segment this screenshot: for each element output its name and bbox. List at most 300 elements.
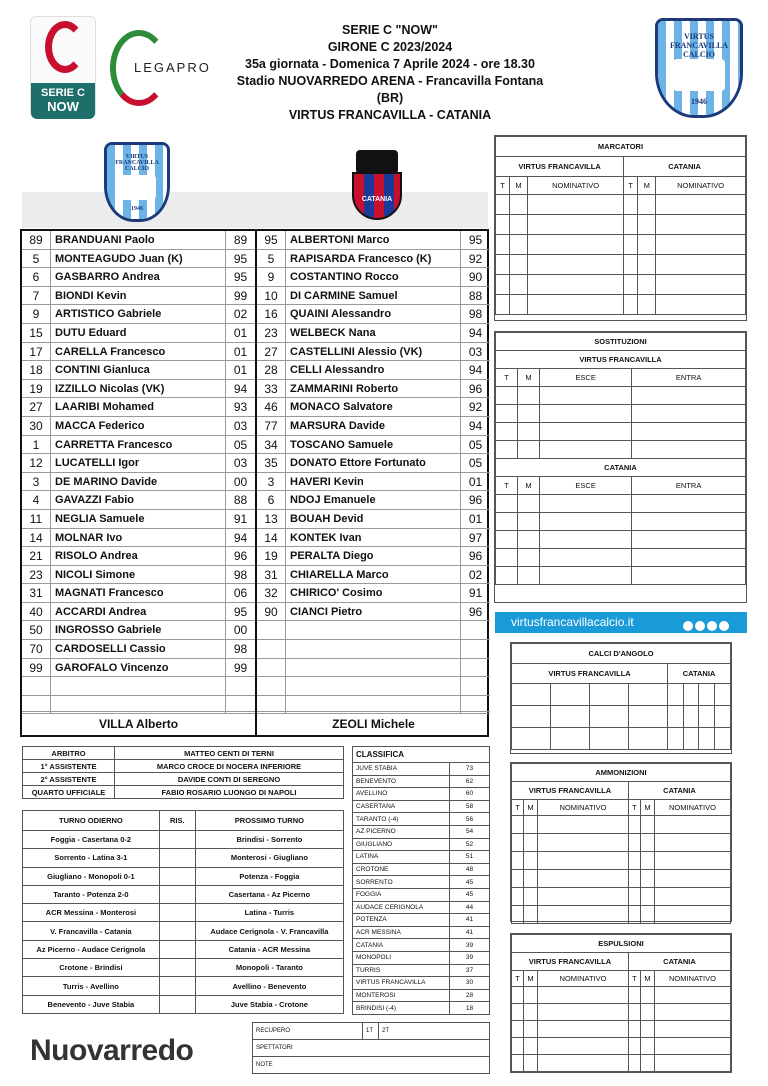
standing-row [353, 800, 490, 813]
blank-cell[interactable] [640, 852, 654, 870]
player-year: 96 [468, 604, 483, 619]
col-m: M [524, 971, 538, 987]
player-name [286, 677, 461, 695]
home-coach: VILLA Alberto [22, 711, 255, 735]
blank-cell[interactable] [632, 441, 746, 459]
blank-cell[interactable] [628, 1004, 640, 1021]
blank-cell[interactable] [656, 275, 746, 295]
standing-team: AVELLINO [353, 788, 450, 801]
blank-cell[interactable] [683, 728, 699, 750]
fixture-today: Crotone - Brindisi [23, 959, 160, 977]
marcatori-away: CATANIA [624, 157, 746, 177]
player-name: GASBARRO Andrea [51, 268, 226, 286]
blank-cell[interactable] [632, 549, 746, 567]
roster-table [20, 229, 489, 737]
blank-cell[interactable] [524, 987, 538, 1004]
blank-cell[interactable] [512, 834, 524, 852]
roster-row [257, 268, 490, 287]
standing-points: 18 [450, 1002, 490, 1015]
blank-cell[interactable] [538, 816, 629, 834]
blank-cell[interactable] [524, 1004, 538, 1021]
blank-cell[interactable] [518, 423, 540, 441]
blank-cell[interactable] [496, 255, 510, 275]
blank-cell[interactable] [628, 906, 640, 924]
blank-cell[interactable] [550, 684, 589, 706]
blank-cell[interactable] [624, 295, 638, 315]
roster-row [257, 380, 490, 399]
blank-cell[interactable] [538, 870, 629, 888]
player-number: 31 [22, 584, 51, 602]
blank-cell[interactable] [518, 405, 540, 423]
blank-cell[interactable] [540, 441, 632, 459]
blank-cell[interactable] [496, 405, 518, 423]
player-year: 95 [468, 233, 483, 247]
blank-cell[interactable] [683, 706, 699, 728]
standing-row [353, 939, 490, 952]
blank-cell[interactable] [528, 295, 624, 315]
fixture-next: Juve Stabia - Crotone [195, 995, 343, 1013]
blank-cell[interactable] [715, 706, 731, 728]
blank-cell[interactable] [512, 1004, 524, 1021]
standing-points: 39 [450, 939, 490, 952]
blank-cell[interactable] [668, 684, 684, 706]
fixture-result[interactable] [159, 959, 195, 977]
blank-cell[interactable] [512, 684, 551, 706]
legapro-label: LEGAPRO [134, 60, 211, 75]
blank-cell[interactable] [528, 195, 624, 215]
standing-row [353, 863, 490, 876]
player-number [257, 640, 286, 658]
blank-cell[interactable] [624, 275, 638, 295]
empty-row [512, 870, 731, 888]
blank-cell[interactable] [518, 549, 540, 567]
empty-row [512, 906, 731, 924]
blank-cell[interactable] [496, 531, 518, 549]
blank-cell[interactable] [632, 513, 746, 531]
roster-row [22, 529, 255, 548]
roster-row [22, 287, 255, 306]
roster-row [257, 584, 490, 603]
blank-cell[interactable] [518, 531, 540, 549]
blank-cell[interactable] [512, 888, 524, 906]
standing-points: 37 [450, 964, 490, 977]
blank-cell[interactable] [628, 684, 667, 706]
blank-cell[interactable] [524, 1038, 538, 1055]
col-m: M [518, 369, 540, 387]
col-m: M [640, 971, 654, 987]
header-match: VIRTUS FRANCAVILLA - CATANIA [288, 108, 492, 122]
website-url[interactable]: virtusfrancavillacalcio.it [511, 615, 634, 629]
roster-row [257, 566, 490, 585]
fixture-row [23, 904, 344, 922]
blank-cell[interactable] [638, 255, 656, 275]
blank-cell[interactable] [496, 235, 510, 255]
blank-cell[interactable] [538, 834, 629, 852]
blank-cell[interactable] [538, 1038, 629, 1055]
standing-points: 41 [450, 926, 490, 939]
blank-cell[interactable] [510, 295, 528, 315]
blank-cell[interactable] [654, 1055, 730, 1072]
blank-cell[interactable] [632, 567, 746, 585]
standing-row [353, 914, 490, 927]
blank-cell[interactable] [496, 549, 518, 567]
empty-row [496, 567, 746, 585]
blank-cell[interactable] [524, 906, 538, 924]
blank-cell[interactable] [512, 1038, 524, 1055]
fixture-row [23, 977, 344, 995]
blank-cell[interactable] [628, 1021, 640, 1038]
blank-cell[interactable] [518, 513, 540, 531]
blank-cell[interactable] [538, 888, 629, 906]
blank-cell[interactable] [624, 255, 638, 275]
player-year: 97 [468, 530, 483, 545]
player-number: 3 [257, 473, 286, 491]
blank-cell[interactable] [512, 816, 524, 834]
blank-cell[interactable] [654, 1004, 730, 1021]
fixture-result[interactable] [159, 922, 195, 940]
player-name: MARSURA Davide [286, 417, 461, 435]
blank-cell[interactable] [638, 215, 656, 235]
blank-cell[interactable] [589, 728, 628, 750]
fixture-result[interactable] [159, 885, 195, 903]
blank-cell[interactable] [628, 706, 667, 728]
blank-cell[interactable] [632, 531, 746, 549]
blank-cell[interactable] [628, 816, 640, 834]
blank-cell[interactable] [589, 706, 628, 728]
blank-cell[interactable] [632, 405, 746, 423]
blank-cell[interactable] [638, 235, 656, 255]
blank-cell[interactable] [715, 684, 731, 706]
fixture-next: Monopoli - Taranto [195, 959, 343, 977]
blank-cell[interactable] [496, 215, 510, 235]
blank-cell[interactable] [624, 215, 638, 235]
player-year [461, 659, 490, 677]
roster-row [22, 454, 255, 473]
blank-cell[interactable] [528, 235, 624, 255]
blank-cell[interactable] [656, 235, 746, 255]
player-name: ACCARDI Andrea [51, 603, 226, 621]
blank-cell[interactable] [496, 387, 518, 405]
blank-cell[interactable] [510, 255, 528, 275]
blank-cell[interactable] [628, 888, 640, 906]
blank-cell[interactable] [628, 987, 640, 1004]
blank-cell[interactable] [512, 728, 551, 750]
fixture-result[interactable] [159, 849, 195, 867]
blank-cell[interactable] [550, 728, 589, 750]
col-entra: ENTRA [632, 369, 746, 387]
standing-points: 30 [450, 977, 490, 990]
player-year: 03 [233, 418, 248, 433]
standing-points: 39 [450, 951, 490, 964]
player-name: BOUAH Devid [286, 510, 461, 528]
crest-small-year: 1946 [131, 205, 143, 212]
blank-cell[interactable] [512, 1055, 524, 1072]
standing-team: BRINDISI (-4) [353, 1002, 450, 1015]
blank-cell[interactable] [524, 888, 538, 906]
blank-cell[interactable] [699, 706, 715, 728]
blank-cell[interactable] [654, 852, 730, 870]
blank-cell[interactable] [496, 513, 518, 531]
blank-cell[interactable] [654, 987, 730, 1004]
serie-c-logo [30, 16, 96, 118]
blank-cell[interactable] [540, 495, 632, 513]
player-name [286, 621, 461, 639]
roster-row [257, 231, 490, 250]
fixture-next: Audace Cerignola - V. Francavilla [195, 922, 343, 940]
blank-cell[interactable] [518, 495, 540, 513]
player-name: MONACO Salvatore [286, 398, 461, 416]
blank-cell[interactable] [524, 1055, 538, 1072]
blank-cell[interactable] [638, 195, 656, 215]
blank-cell[interactable] [632, 495, 746, 513]
roster-row [22, 566, 255, 585]
blank-cell[interactable] [538, 1055, 629, 1072]
standing-points: 44 [450, 901, 490, 914]
classifica-table [352, 746, 490, 1015]
blank-cell[interactable] [656, 195, 746, 215]
player-number: 95 [257, 231, 286, 249]
social-icons [681, 617, 729, 638]
sostituzioni-title: SOSTITUZIONI [496, 333, 746, 351]
blank-cell[interactable] [524, 834, 538, 852]
standing-team: GIUGLIANO [353, 838, 450, 851]
blank-cell[interactable] [628, 834, 640, 852]
fixture-result[interactable] [159, 940, 195, 958]
blank-cell[interactable] [550, 706, 589, 728]
blank-cell[interactable] [628, 1038, 640, 1055]
player-year: 01 [233, 363, 248, 378]
official-name: MATTEO CENTI DI TERNI [115, 747, 344, 760]
col-nominativo: NOMINATIVO [538, 971, 629, 987]
blank-cell[interactable] [528, 275, 624, 295]
player-year [461, 677, 490, 695]
standing-points: 58 [450, 800, 490, 813]
blank-cell[interactable] [628, 870, 640, 888]
player-name: DI CARMINE Samuel [286, 287, 461, 305]
blank-cell[interactable] [518, 567, 540, 585]
instagram-icon[interactable] [695, 621, 705, 631]
blank-cell[interactable] [589, 684, 628, 706]
fixture-result[interactable] [159, 831, 195, 849]
blank-cell[interactable] [640, 906, 654, 924]
blank-cell[interactable] [628, 1055, 640, 1072]
blank-cell[interactable] [683, 684, 699, 706]
empty-row [512, 1004, 731, 1021]
player-name: GAROFALO Vincenzo [51, 659, 226, 677]
blank-cell[interactable] [654, 1021, 730, 1038]
blank-cell[interactable] [656, 295, 746, 315]
blank-cell[interactable] [524, 870, 538, 888]
blank-cell[interactable] [496, 495, 518, 513]
blank-cell[interactable] [540, 513, 632, 531]
blank-cell[interactable] [654, 888, 730, 906]
roster-row [257, 529, 490, 548]
roster-row [22, 436, 255, 455]
blank-cell[interactable] [510, 215, 528, 235]
blank-cell[interactable] [654, 870, 730, 888]
blank-cell[interactable] [512, 987, 524, 1004]
blank-cell[interactable] [640, 987, 654, 1004]
blank-cell[interactable] [638, 275, 656, 295]
blank-cell[interactable] [524, 1021, 538, 1038]
blank-cell[interactable] [496, 295, 510, 315]
angoli-away: CATANIA [668, 664, 731, 684]
catania-crest [352, 150, 402, 222]
blank-cell[interactable] [656, 255, 746, 275]
blank-cell[interactable] [512, 706, 551, 728]
player-number: 50 [22, 621, 51, 639]
blank-cell[interactable] [640, 816, 654, 834]
roster-row [257, 510, 490, 529]
blank-cell[interactable] [528, 255, 624, 275]
facebook-icon[interactable] [683, 621, 693, 631]
blank-cell[interactable] [654, 816, 730, 834]
blank-cell[interactable] [640, 870, 654, 888]
player-number: 34 [257, 436, 286, 454]
blank-cell[interactable] [624, 235, 638, 255]
roster-row [22, 510, 255, 529]
blank-cell[interactable] [540, 423, 632, 441]
crest-year: 1946 [691, 96, 707, 106]
player-year: 91 [233, 511, 248, 526]
fixture-result[interactable] [159, 904, 195, 922]
blank-cell[interactable] [518, 387, 540, 405]
blank-cell[interactable] [628, 728, 667, 750]
fixture-result[interactable] [159, 995, 195, 1013]
player-name: CHIARELLA Marco [286, 566, 461, 584]
blank-cell[interactable] [668, 706, 684, 728]
blank-cell[interactable] [654, 834, 730, 852]
esp-home: VIRTUS FRANCAVILLA [512, 953, 629, 971]
fixture-today: Turris - Avellino [23, 977, 160, 995]
blank-cell[interactable] [668, 728, 684, 750]
standing-team: ACR MESSINA [353, 926, 450, 939]
fixture-result[interactable] [159, 977, 195, 995]
player-name: TOSCANO Samuele [286, 436, 461, 454]
website-link[interactable] [495, 612, 747, 633]
blank-cell[interactable] [512, 1021, 524, 1038]
youtube-icon[interactable] [707, 621, 717, 631]
player-year: 98 [233, 642, 248, 657]
blank-cell[interactable] [640, 834, 654, 852]
blank-cell[interactable] [540, 567, 632, 585]
blank-cell[interactable] [496, 441, 518, 459]
blank-cell[interactable] [524, 816, 538, 834]
blank-cell[interactable] [538, 987, 629, 1004]
blank-cell[interactable] [699, 728, 715, 750]
player-number: 6 [257, 491, 286, 509]
official-role: QUARTO UFFICIALE [23, 786, 115, 799]
blank-cell[interactable] [496, 423, 518, 441]
blank-cell[interactable] [654, 1038, 730, 1055]
blank-cell[interactable] [624, 195, 638, 215]
player-year: 96 [468, 381, 483, 396]
fixture-row [23, 849, 344, 867]
blank-cell[interactable] [496, 275, 510, 295]
blank-cell[interactable] [540, 405, 632, 423]
fixture-result[interactable] [159, 867, 195, 885]
standing-row [353, 989, 490, 1002]
blank-cell[interactable] [628, 852, 640, 870]
fixture-today: Taranto - Potenza 2-0 [23, 885, 160, 903]
player-number: 30 [22, 417, 51, 435]
roster-row [257, 603, 490, 622]
blank-cell[interactable] [640, 888, 654, 906]
player-year: 02 [468, 567, 483, 582]
player-name: IZZILLO Nicolas (VK) [51, 380, 226, 398]
player-year: 03 [233, 456, 248, 471]
standing-row [353, 926, 490, 939]
roster-row [22, 231, 255, 250]
col-esce: ESCE [540, 369, 632, 387]
recupero-2t: 2T [379, 1023, 490, 1040]
player-number [257, 677, 286, 695]
standing-team: SORRENTO [353, 876, 450, 889]
standing-row [353, 825, 490, 838]
blank-cell[interactable] [632, 387, 746, 405]
roster-row [257, 305, 490, 324]
blank-cell[interactable] [510, 195, 528, 215]
blank-cell[interactable] [510, 235, 528, 255]
blank-cell[interactable] [496, 567, 518, 585]
blank-cell[interactable] [699, 684, 715, 706]
blank-cell[interactable] [540, 531, 632, 549]
blank-cell[interactable] [538, 852, 629, 870]
blank-cell[interactable] [640, 1038, 654, 1055]
blank-cell[interactable] [528, 215, 624, 235]
blank-cell[interactable] [538, 1021, 629, 1038]
player-name: LUCATELLI Igor [51, 454, 226, 472]
blank-cell[interactable] [518, 441, 540, 459]
roster-row [257, 436, 490, 455]
player-name [51, 677, 226, 695]
blank-cell[interactable] [512, 870, 524, 888]
blank-cell[interactable] [640, 1021, 654, 1038]
roster-row [257, 621, 490, 640]
player-year: 00 [233, 474, 248, 489]
roster-row [257, 677, 490, 696]
blank-cell[interactable] [640, 1004, 654, 1021]
blank-cell[interactable] [640, 1055, 654, 1072]
col-t: T [628, 971, 640, 987]
roster-row [257, 547, 490, 566]
blank-cell[interactable] [632, 423, 746, 441]
standing-team: CASERTANA [353, 800, 450, 813]
player-number: 6 [22, 268, 51, 286]
blank-cell[interactable] [512, 906, 524, 924]
standing-points: 51 [450, 851, 490, 864]
player-year: 02 [233, 307, 248, 322]
blank-cell[interactable] [654, 906, 730, 924]
blank-cell[interactable] [540, 387, 632, 405]
blank-cell[interactable] [538, 906, 629, 924]
blank-cell[interactable] [524, 852, 538, 870]
match-header [230, 22, 550, 124]
roster-row [257, 361, 490, 380]
blank-cell[interactable] [540, 549, 632, 567]
blank-cell[interactable] [510, 275, 528, 295]
standing-team: TURRIS [353, 964, 450, 977]
blank-cell[interactable] [715, 728, 731, 750]
blank-cell[interactable] [638, 295, 656, 315]
telegram-icon[interactable] [719, 621, 729, 631]
blank-cell[interactable] [496, 195, 510, 215]
blank-cell[interactable] [512, 852, 524, 870]
blank-cell[interactable] [538, 1004, 629, 1021]
empty-row [496, 295, 746, 315]
blank-cell[interactable] [656, 215, 746, 235]
crest-text: VIRTUS FRANCAVILLA CALCIO [669, 32, 729, 60]
